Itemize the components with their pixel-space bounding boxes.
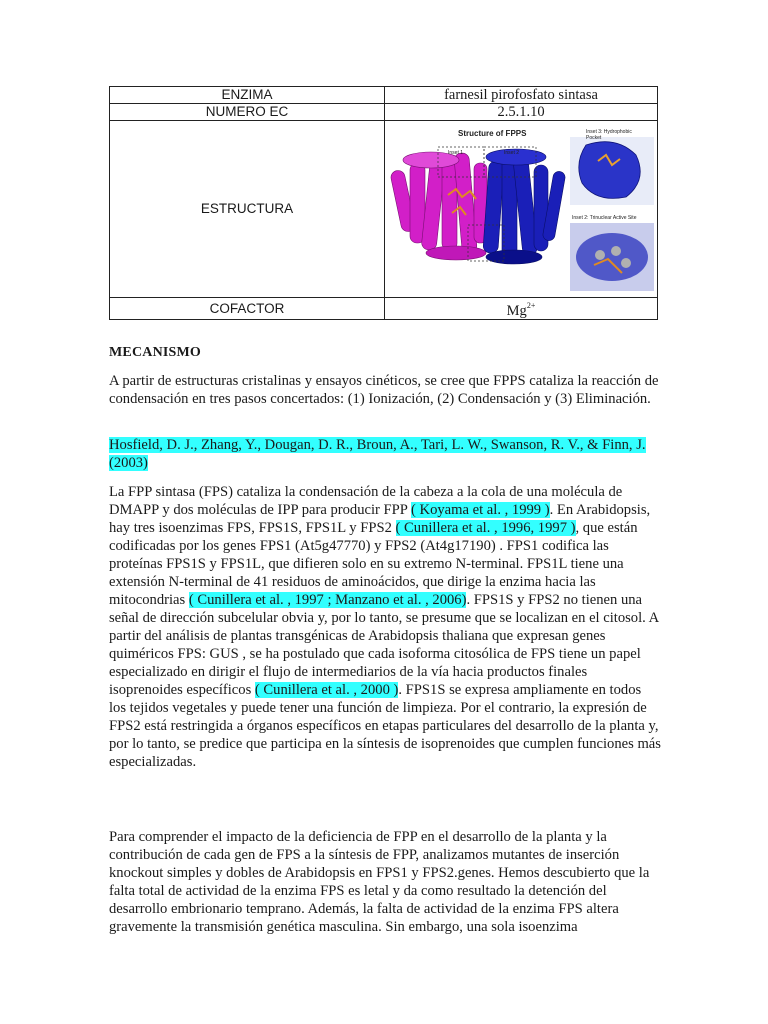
cofactor-value: Mg <box>506 303 527 319</box>
paragraph-fps <box>109 483 661 771</box>
highlighted-citation: ( Cunillera et al. , 2000 ) <box>254 682 399 698</box>
table-key: NUMERO EC <box>110 104 385 121</box>
protein-structure-image <box>386 125 656 293</box>
section-heading: MECANISMO <box>109 345 202 360</box>
highlighted-citation: ( Cunillera et al. , 1996, 1997 ) <box>395 520 576 536</box>
text-run: . FPS1S y FPS2 no tienen una señal de dirección subcelular obvia y, por lo tanto, se presume que se localizan en el citosol. A partir del análisis de plantas transgénicas de Arabidopsis thaliana que expresan genes quiméricos FPS: GUS , se ha postulado que cada isoforma citosólica de FPS tiene un papel especializado en dirigir el flujo de intermediarios de la vía hacia productos finales isoprenoides específicos <box>109 592 659 698</box>
text-run: La FPP sintasa (FPS) cataliza la condensación de la cabeza a la cola de una molécula de DMAPP y dos moléculas de IPP para producir FPP <box>109 484 623 518</box>
table-key: ENZIMA <box>110 87 385 104</box>
table-key: ESTRUCTURA <box>110 121 385 298</box>
figure-title: Structure of FPPS <box>458 129 527 138</box>
text-run: . FPS1S se expresa ampliamente en todos los tejidos vegetales y puede tener una función de limpieza. Por el contrario, la expresión de FPS2 está restringida a órganos específicos en etapas particulares del desarrollo de la planta y, por lo tanto, se predice que participa en la síntesis de isoprenoides que cumplen funciones más especializadas. <box>109 682 661 770</box>
cofactor-charge: 2+ <box>526 301 536 310</box>
fpps-structure-figure <box>386 125 656 293</box>
reference-citation <box>109 436 661 472</box>
text-run: . En Arabidopsis, hay tres isoenzimas FPS, FPS1S, FPS1L y FPS2 <box>109 502 651 536</box>
table-row <box>110 87 658 104</box>
text-run: , que están codificadas por los genes FPS1 (At5g47770) y FPS2 (At4g17190) . FPS1 codifica las proteínas FPS1S y FPS1L, que difieren solo en su extremo N-terminal. FPS1L tiene una extensión N-terminal de 41 residuos de aminoácidos, que dirige la enzima hacia las mitocondrias <box>109 520 638 608</box>
table-value <box>385 298 658 320</box>
inset2b-label: Inset 2: Trinuclear Active Site <box>572 215 637 221</box>
paragraph-fpp-deficiency: Para comprender el impacto de la deficiencia de FPP en el desarrollo de la planta y la contribución de cada gen de FPS a la síntesis de FPP, analizamos mutantes de inserción knockout simples y dobles de Arabidopsis en FPS1 y FPS2.genes. Hemos descubierto que la falta total de actividad de la enzima FPS es letal y da como resultado la detención del desarrollo embrionario temprano. Además, la falta de actividad de la enzima FPS altera gravemente la transmisión genética masculina. Sin embargo, una sola isoenzima <box>109 829 650 935</box>
inset1-label: Inset 1 <box>448 150 464 156</box>
highlighted-citation: ( Koyama et al. , 1999 ) <box>411 502 550 518</box>
table-value: farnesil pirofosfato sintasa <box>385 87 658 104</box>
highlighted-reference: Hosfield, D. J., Zhang, Y., Dougan, D. R., Broun, A., Tari, L. W., Swanson, R. V., & Finn, J. (2003) <box>109 437 646 471</box>
structure-cell <box>385 121 658 298</box>
table-row <box>110 298 658 320</box>
paragraph-mechanism: A partir de estructuras cristalinas y ensayos cinéticos, se cree que FPPS cataliza la reacción de condensación en tres pasos concertados: (1) Ionización, (2) Condensación y (3) Eliminación. <box>109 373 659 407</box>
blue-helices <box>483 149 566 264</box>
inset2-label: Inset 2 <box>504 150 520 156</box>
highlighted-citation: ( Cunillera et al. , 1997 ; Manzano et al. , 2006) <box>188 592 467 608</box>
inset-3-image <box>570 137 654 205</box>
magenta-helices <box>390 152 487 260</box>
table-key: COFACTOR <box>110 298 385 320</box>
inset-2-image <box>570 223 654 291</box>
table-row <box>110 121 658 298</box>
enzyme-info-table <box>109 86 658 320</box>
table-row <box>110 104 658 121</box>
inset3-label: Inset 3: Hydrophobic Pocket <box>586 129 632 141</box>
table-value: 2.5.1.10 <box>385 104 658 121</box>
